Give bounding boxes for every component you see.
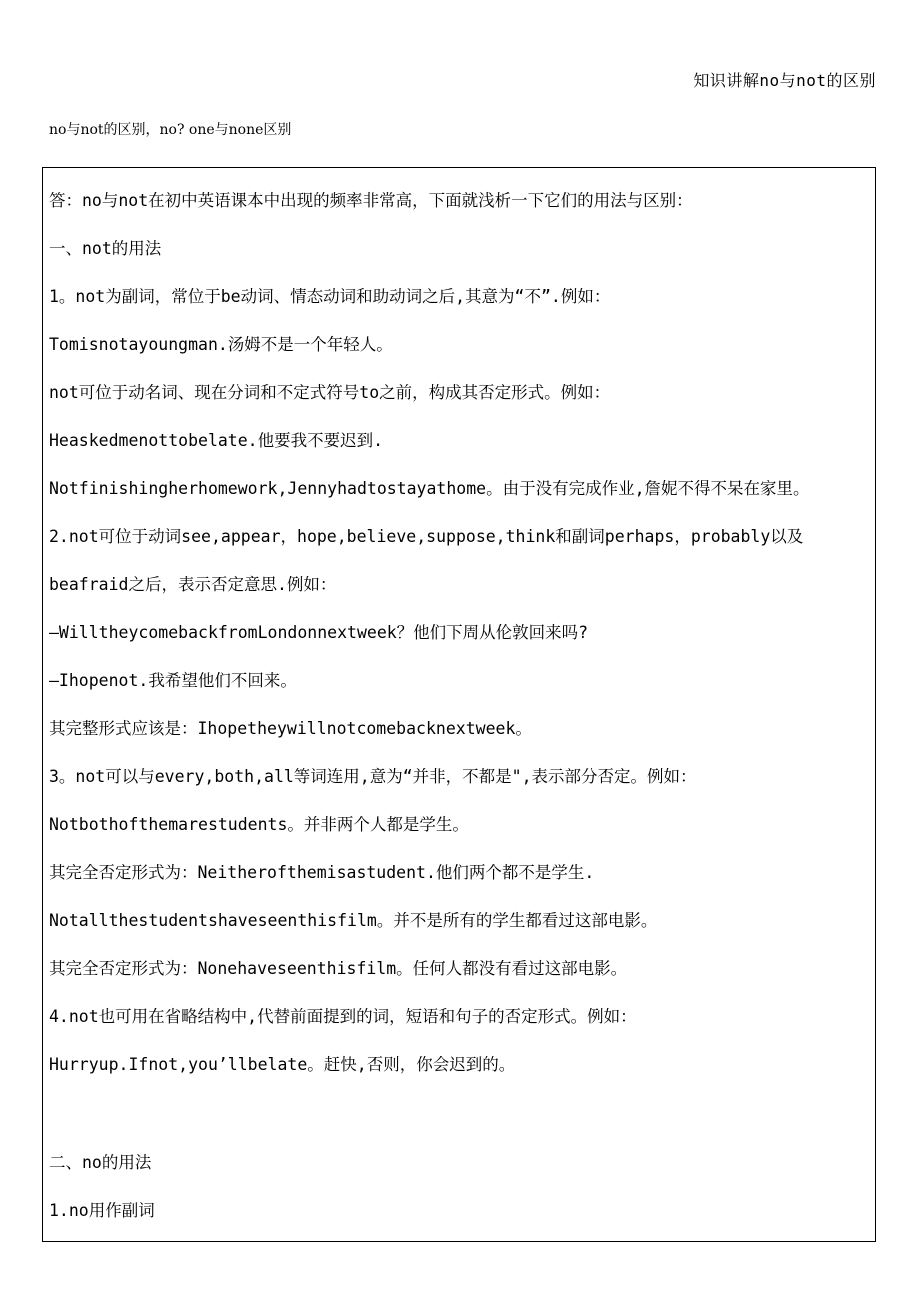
section-heading-not: 一、not的用法 [49,239,162,258]
example-line: Notfinishingherhomework,Jennyhadtostayathome。由于没有完成作业,詹妮不得不呆在家里。 [49,479,810,498]
text-line: 其完全否定形式为：Nonehaveseenthisfilm。任何人都没有看过这部电影。 [49,959,628,978]
example-line: —Ihopenot.我希望他们不回来。 [49,671,297,690]
intro-paragraph: 答：no与not在初中英语课本中出现的频率非常高，下面就浅析一下它们的用法与区别： [49,191,693,210]
text-line: beafraid之后，表示否定意思.例如： [49,575,337,594]
text-line: 其完全否定形式为：Neitherofthemisastudent.他们两个都不是学生. [49,863,595,882]
example-line: Notallthestudentshaveseenthisfilm。并不是所有的学生都看过这部电影。 [49,911,658,930]
example-line: Notbothofthemarestudents。并非两个人都是学生。 [49,815,469,834]
section-heading-no: 二、no的用法 [49,1153,152,1172]
content-box [42,167,876,1242]
document-subtitle: no与not的区别，no? one与none区别 [49,122,292,138]
example-line: Hurryup.Ifnot,you’llbelate。赶快,否则，你会迟到的。 [49,1055,516,1074]
text-line: 1。not为副词，常位于be动词、情态动词和助动词之后,其意为“不”.例如： [49,287,611,306]
text-line: 其完整形式应该是：Ihopetheywillnotcomebacknextweek。 [49,719,532,738]
text-line: 2.not可位于动词see,appear，hope,believe,suppose,think和副词perhaps，probably以及 [49,527,804,546]
text-line: 3。not可以与every,both,all等词连用,意为“并非，不都是",表示部分否定。例如： [49,767,697,786]
example-line: Heaskedmenottobelate.他要我不要迟到. [49,431,384,450]
text-line: not可位于动名词、现在分词和不定式符号to之前，构成其否定形式。例如： [49,383,611,402]
page-header-title: 知识讲解no与not的区别 [693,71,876,90]
text-line: 4.not也可用在省略结构中,代替前面提到的词，短语和句子的否定形式。例如： [49,1007,637,1026]
text-line: 1.no用作副词 [49,1201,155,1220]
example-line: —WilltheycomebackfromLondonnextweek？他们下周从伦敦回来吗? [49,623,589,642]
example-line: Tomisnotayoungman.汤姆不是一个年轻人。 [49,335,393,354]
